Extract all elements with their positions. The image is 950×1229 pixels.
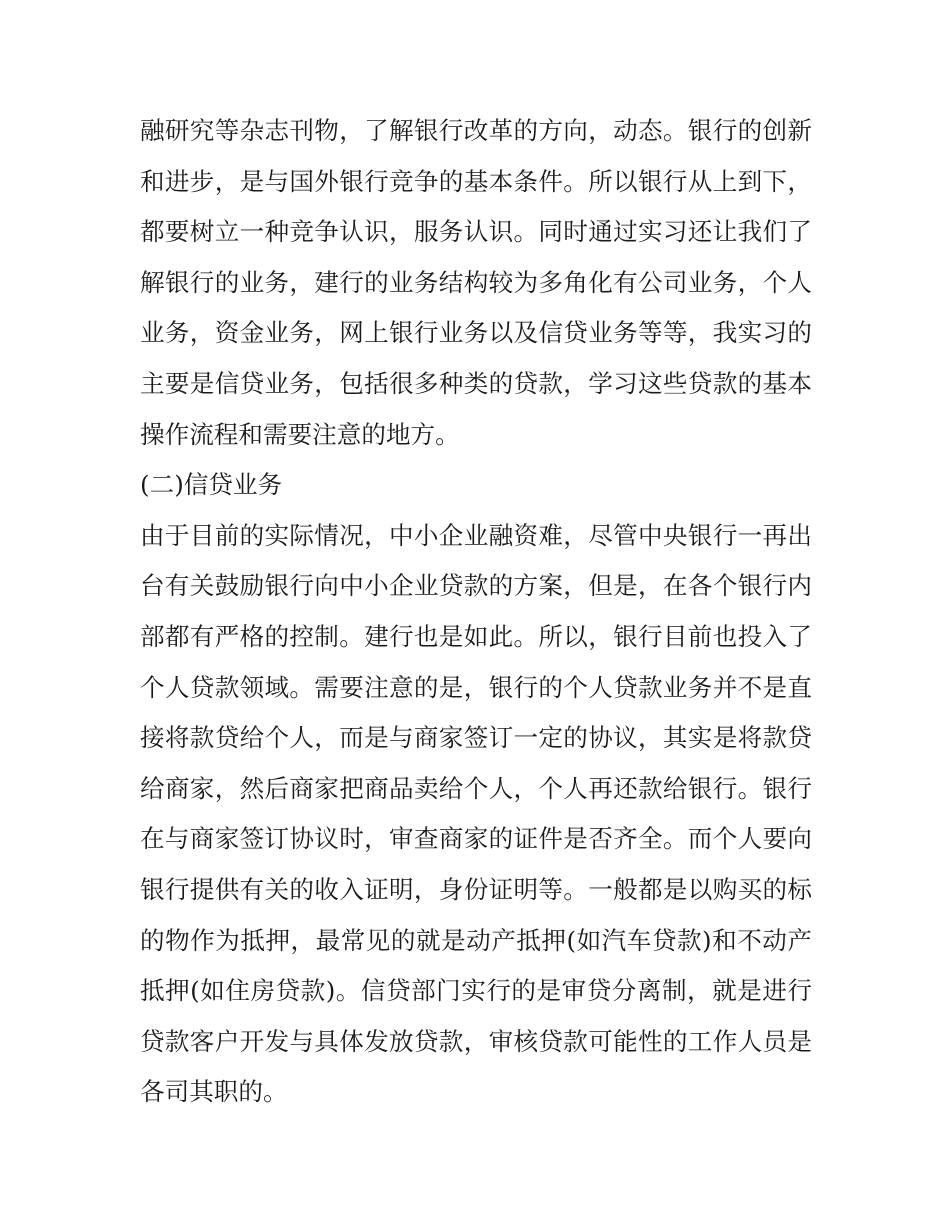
- paragraph-credit-business: [140, 511, 812, 1118]
- text-line: 在与商家签订协议时，审查商家的证件是否齐全。而个人要向: [140, 824, 812, 854]
- text-line: 的物作为抵押，最常见的就是动产抵押(如汽车贷款)和不动产: [140, 925, 812, 955]
- text-line: 业务，资金业务，网上银行业务以及信贷业务等等，我实习的: [140, 318, 812, 348]
- text-line: 各司其职的。: [140, 1077, 288, 1107]
- text-line: 台有关鼓励银行向中小企业贷款的方案，但是，在各个银行内: [140, 571, 812, 601]
- text-line: 融研究等杂志刊物，了解银行改革的方向，动态。银行的创新: [140, 116, 812, 145]
- text-line: 接将款贷给个人，而是与商家签订一定的协议，其实是将款贷: [140, 723, 812, 753]
- text-line: 解银行的业务，建行的业务结构较为多角化有公司业务，个人: [140, 267, 812, 297]
- paragraph-continuation: [140, 106, 812, 460]
- text-line: 给商家，然后商家把商品卖给个人，个人再还款给银行。银行: [140, 773, 812, 803]
- section-heading-text: (二)信贷业务: [140, 470, 283, 500]
- text-line: 操作流程和需要注意的地方。: [140, 419, 460, 449]
- text-line: 个人贷款领域。需要注意的是，银行的个人贷款业务并不是直: [140, 672, 812, 702]
- text-line: 由于目前的实际情况，中小企业融资难，尽管中央银行一再出: [140, 520, 812, 550]
- text-line: 抵押(如住房贷款)。信贷部门实行的是审贷分离制，就是进行: [140, 976, 812, 1006]
- text-line: 贷款客户开发与具体发放贷款，审核贷款可能性的工作人员是: [140, 1026, 812, 1056]
- text-line: 和进步，是与国外银行竞争的基本条件。所以银行从上到下，: [140, 166, 812, 196]
- text-line: 主要是信贷业务，包括很多种类的贷款，学习这些贷款的基本: [140, 368, 812, 398]
- document-page: [140, 106, 812, 1118]
- text-line: 部都有严格的控制。建行也是如此。所以，银行目前也投入了: [140, 621, 812, 651]
- text-line: 银行提供有关的收入证明，身份证明等。一般都是以购买的标: [140, 874, 812, 904]
- text-line: 都要树立一种竞争认识，服务认识。同时通过实习还让我们了: [140, 217, 812, 247]
- section-heading: [140, 460, 812, 511]
